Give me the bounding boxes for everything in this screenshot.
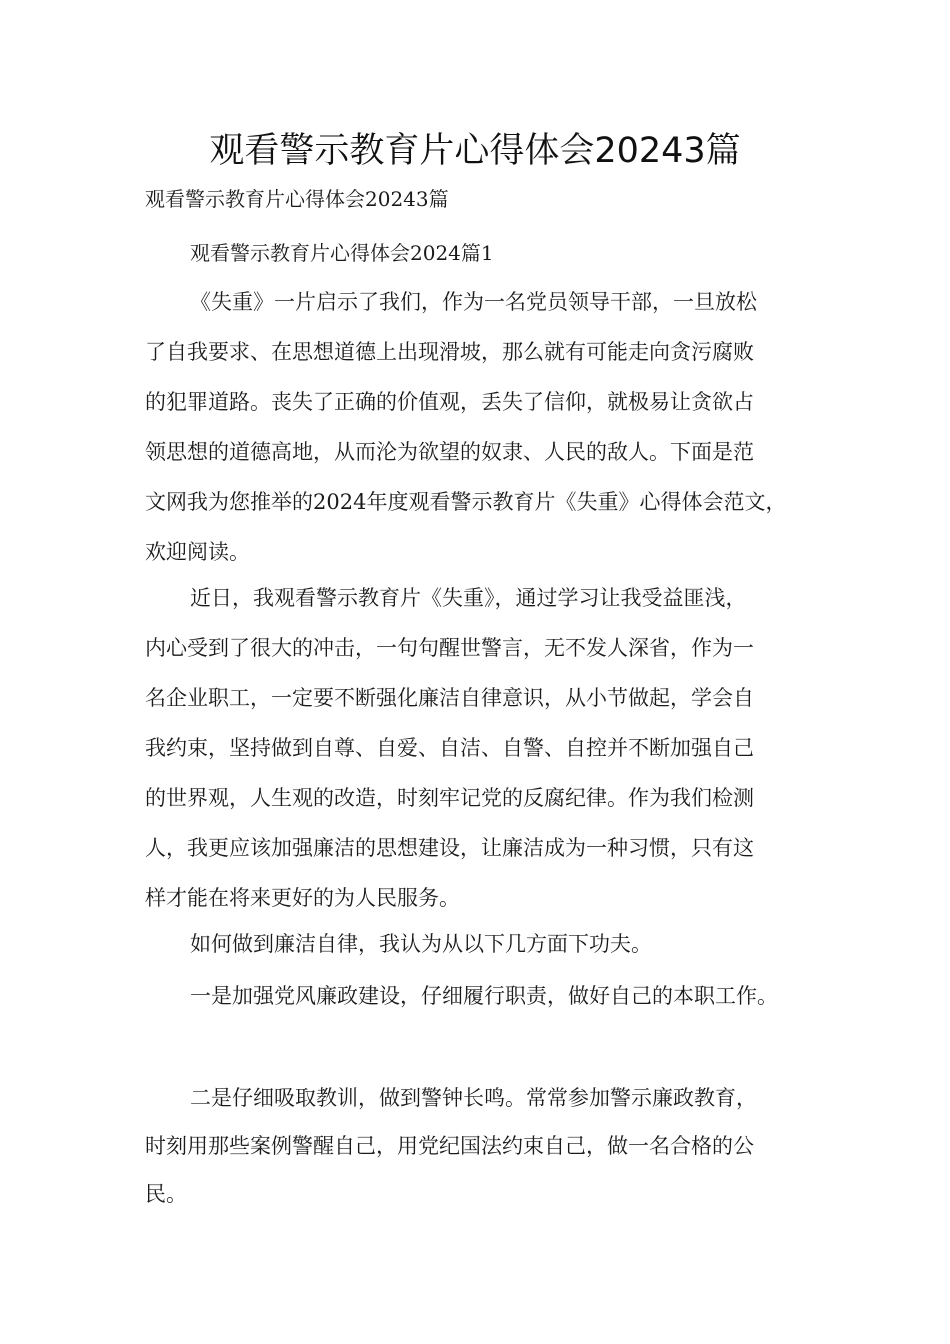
paragraph-line: 的世界观，人生观的改造，时刻牢记党的反腐纪律。作为我们检测 [145,786,754,810]
paragraph-line: 欢迎阅读。 [145,540,250,564]
paragraph-line: 我约束，坚持做到自尊、自爱、自洁、自警、自控并不断加强自己 [145,736,754,760]
paragraph-line: 时刻用那些案例警醒自己，用党纪国法约束自己，做一名合格的公 [145,1134,754,1158]
document-title: 观看警示教育片心得体会20243篇 [209,131,741,171]
paragraph-line: 内心受到了很大的冲击，一句句醒世警言，无不发人深省，作为一 [145,636,754,660]
paragraph-line: 人，我更应该加强廉洁的思想建设，让廉洁成为一种习惯，只有这 [145,836,754,860]
paragraph-line: 文网我为您推举的2024年度观看警示教育片《失重》心得体会范文， [145,490,787,514]
paragraph-line: 样才能在将来更好的为人民服务。 [145,886,460,910]
paragraph-line: 名企业职工，一定要不断强化廉洁自律意识，从小节做起，学会自 [145,686,754,710]
paragraph-line: 民。 [145,1182,187,1206]
paragraph-line: 一是加强党风廉政建设，仔细履行职责，做好自己的本职工作。 [190,984,778,1008]
paragraph-line: 领思想的道德高地，从而沦为欲望的奴隶、人民的敌人。下面是范 [145,440,754,464]
paragraph-line: 近日，我观看警示教育片《失重》，通过学习让我受益匪浅， [190,586,747,610]
paragraph-line: 如何做到廉洁自律，我认为从以下几方面下功夫。 [190,932,652,956]
paragraph-line: 的犯罪道路。丧失了正确的价值观，丢失了信仰，就极易让贪欲占 [145,390,754,414]
paragraph-line: 了自我要求、在思想道德上出现滑坡，那么就有可能走向贪污腐败 [145,340,754,364]
document-subtitle: 观看警示教育片心得体会20243篇 [145,187,449,211]
paragraph-line: 《失重》一片启示了我们，作为一名党员领导干部，一旦放松 [190,290,757,314]
paragraph-line: 二是仔细吸取教训，做到警钟长鸣。常常参加警示廉政教育， [190,1086,757,1110]
section-heading: 观看警示教育片心得体会2024篇1 [190,241,494,265]
